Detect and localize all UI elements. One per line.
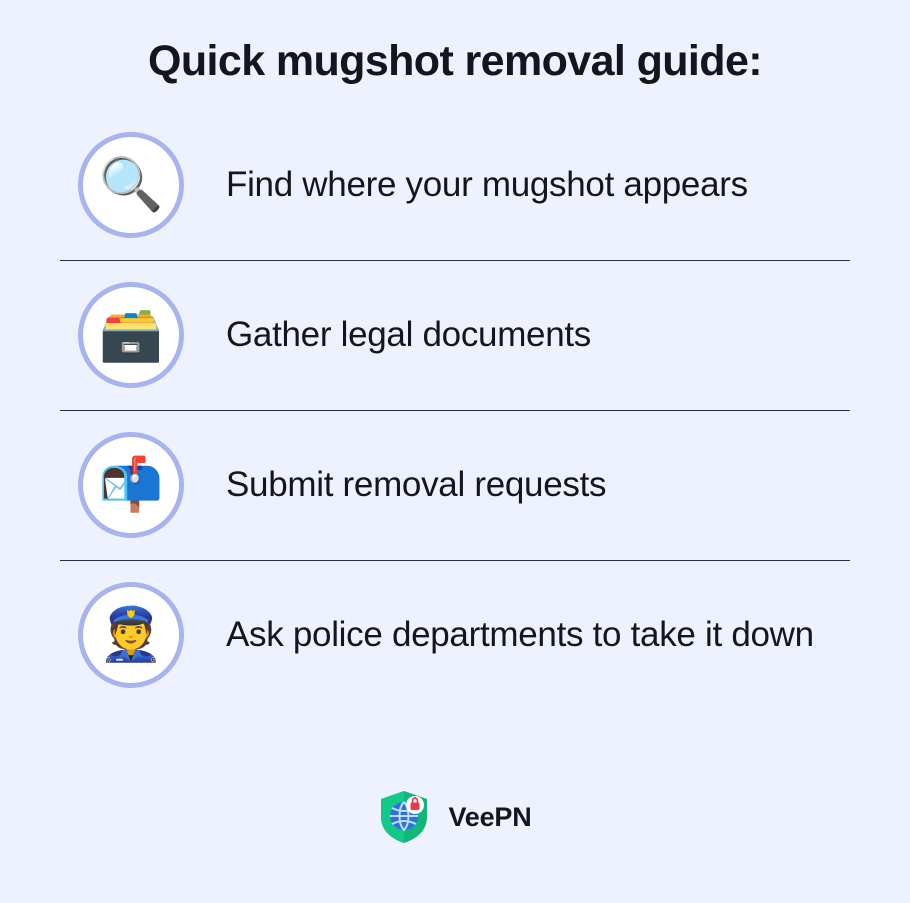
brand-footer [0, 789, 910, 845]
magnifying-glass-icon: 🔍 [78, 132, 184, 238]
shield-globe-lock-icon [378, 789, 430, 845]
page-title: Quick mugshot removal guide: [148, 37, 762, 85]
brand-name: VeePN [448, 801, 532, 832]
steps-list [60, 110, 850, 710]
police-officer-icon: 👮 [78, 582, 184, 688]
open-mailbox-icon: 📬 [78, 432, 184, 538]
list-item-label: Find where your mugshot appears [226, 164, 748, 204]
list-item-label: Ask police departments to take it down [226, 615, 814, 655]
card-file-box-icon: 🗃️ [78, 282, 184, 388]
list-item [60, 110, 850, 260]
list-item-label: Submit removal requests [226, 465, 607, 505]
list-item-label: Gather legal documents [226, 315, 592, 355]
list-item [60, 260, 850, 410]
list-item [60, 560, 850, 710]
list-item [60, 410, 850, 560]
